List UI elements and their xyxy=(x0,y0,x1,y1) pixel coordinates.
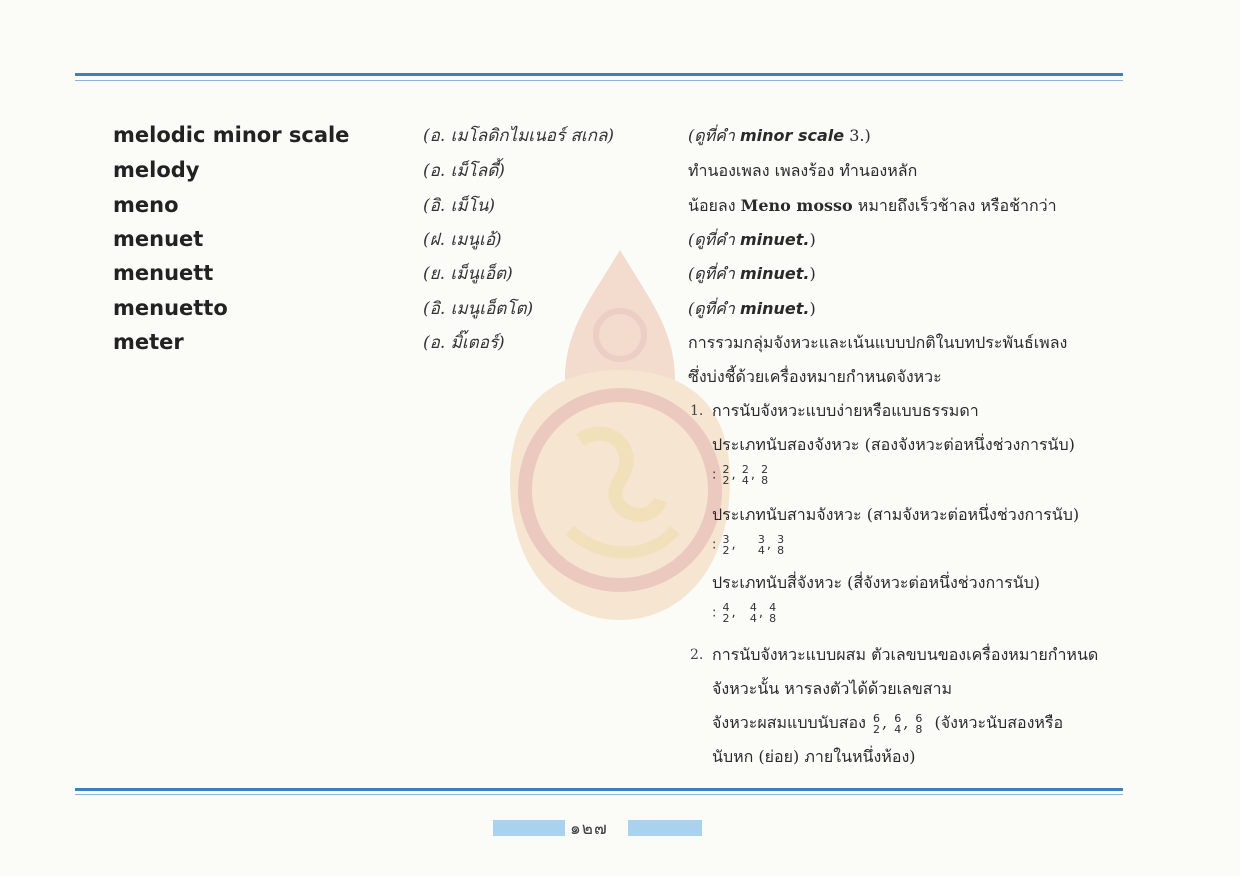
quadruple-label: ประเภทนับสี่จังหวะ (สี่จังหวะต่อหนึ่งช่วงการนับ) xyxy=(712,573,1041,592)
def-menuet: (ดูที่คำ minuet.) xyxy=(688,230,816,249)
triple-time-signatures: : 3 2 , 3 4 , 3 8 xyxy=(712,533,785,557)
time-sig: 4 4 xyxy=(749,601,757,625)
origin-menuet: (ฝ. เมนูเอ้) xyxy=(423,230,502,250)
term-menuetto: menuetto xyxy=(113,296,228,320)
frac-prefix: : xyxy=(712,467,717,483)
time-sig: 4 2 xyxy=(722,601,730,625)
page-number: ๑๒๗ xyxy=(570,819,608,839)
quadruple-time-signatures: : 4 2 , 4 4 , 4 8 xyxy=(712,601,777,625)
meter-item-2-line-4: นับหก (ย่อย) ภายในหนึ่งห้อง) xyxy=(712,747,916,766)
time-sig: 6 4 xyxy=(894,711,902,736)
bottom-rule xyxy=(75,788,1123,791)
meter-item-2-line-1: การนับจังหวะแบบผสม ตัวเลขบนของเครื่องหมายกำหนด xyxy=(712,645,1099,664)
time-sig: 2 8 xyxy=(761,463,769,487)
time-sig: 3 8 xyxy=(777,533,785,557)
time-sig: 2 4 xyxy=(741,463,749,487)
time-sig: 4 8 xyxy=(769,601,777,625)
term-menuett: menuett xyxy=(113,261,214,285)
duple-label: ประเภทนับสองจังหวะ (สองจังหวะต่อหนึ่งช่วงการนับ) xyxy=(712,435,1075,454)
meter-item-2-line-3: จังหวะผสมแบบนับสอง 6 2 , 6 4 , 6 8 (จังหวะนับสองหรือ xyxy=(712,711,1064,736)
triple-label: ประเภทนับสามจังหวะ (สามจังหวะต่อหนึ่งช่วงการนับ) xyxy=(712,505,1080,524)
def-melodic-minor-scale: (ดูที่คำ minor scale 3.) xyxy=(688,126,871,145)
term-menuet: menuet xyxy=(113,227,204,251)
top-rule xyxy=(75,73,1123,76)
time-sig: 2 2 xyxy=(722,463,730,487)
term-meter: meter xyxy=(113,330,184,354)
meter-def-line-1: การรวมกลุ่มจังหวะและเน้นแบบปกติในบทประพันธ์เพลง xyxy=(688,333,1068,352)
def-menuett: (ดูที่คำ minuet.) xyxy=(688,264,816,283)
meter-item-1-number: 1. xyxy=(690,403,704,419)
origin-melodic-minor-scale: (อ. เมโลดิกไมเนอร์ สเกล) xyxy=(423,126,615,146)
origin-menuetto: (อิ. เมนูเอ็ตโต) xyxy=(423,299,534,319)
def-menuetto: (ดูที่คำ minuet.) xyxy=(688,299,816,318)
meter-item-1-title: การนับจังหวะแบบง่ายหรือแบบธรรมดา xyxy=(712,401,979,420)
origin-meno: (อิ. เม็โน) xyxy=(423,196,496,216)
origin-melody: (อ. เม็โลดี้) xyxy=(423,161,505,181)
time-sig: 6 8 xyxy=(915,711,923,736)
bottom-rule-thin xyxy=(75,794,1123,795)
page-bar-right xyxy=(628,820,702,836)
time-sig: 3 4 xyxy=(757,533,765,557)
origin-menuett: (ย. เม็นูเอ็ต) xyxy=(423,264,513,284)
time-sig: 6 2 xyxy=(873,711,880,736)
def-meno: น้อยลง Meno mosso หมายถึงเร็วช้าลง หรือช้ากว่า xyxy=(688,196,1057,215)
term-melody: melody xyxy=(113,158,200,182)
def-melody: ทำนองเพลง เพลงร้อง ทำนองหลัก xyxy=(688,161,918,180)
term-melodic-minor-scale: melodic minor scale xyxy=(113,123,350,147)
meter-item-2-line-2: จังหวะนั้น หารลงตัวได้ด้วยเลขสาม xyxy=(712,679,953,698)
time-sig: 3 2 xyxy=(722,533,730,557)
duple-time-signatures: : 2 2 , 2 4 , 2 8 xyxy=(712,463,769,487)
origin-meter: (อ. มิ๊เตอร์) xyxy=(423,333,505,353)
meter-def-line-2: ซึ่งบ่งชี้ด้วยเครื่องหมายกำหนดจังหวะ xyxy=(688,367,942,386)
term-meno: meno xyxy=(113,193,179,217)
page-bar-left xyxy=(493,820,565,836)
meter-item-2-number: 2. xyxy=(690,647,704,663)
top-rule-thin xyxy=(75,80,1123,81)
